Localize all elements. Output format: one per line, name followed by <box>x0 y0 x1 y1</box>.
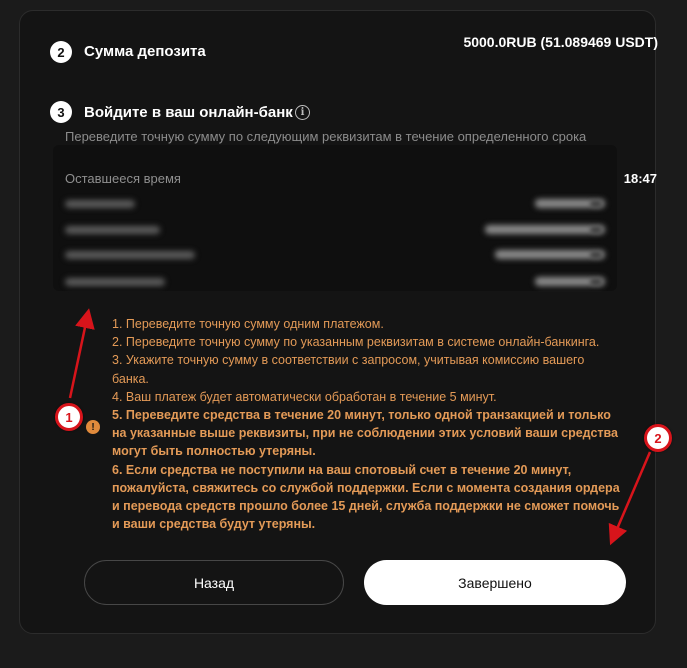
instruction-item: 1. Переведите точную сумму одним платежом. <box>112 317 384 331</box>
instruction-item-warning: 6. Если средства не поступили на ваш спотовый счет в течение 20 минут, пожалуйста, свяжитесь со службой поддержки. Если с момента создания ордера и перевода средств прошло более 15 дней, служба поддержки не сможет помочь и ваши средства будут утеряны. <box>112 462 620 532</box>
arrow-1 <box>70 318 87 398</box>
info-icon[interactable]: i <box>295 105 310 120</box>
online-bank-title: Войдите в ваш онлайн-банк <box>84 104 293 121</box>
arrow-2 <box>614 452 650 536</box>
step-2-number: 2 <box>50 41 72 63</box>
back-button[interactable]: Назад <box>84 560 344 605</box>
remaining-time-value: 18:47 <box>623 171 657 186</box>
online-bank-subtitle: Переведите точную сумму по следующим реквизитам в течение определенного срока <box>65 129 587 144</box>
remaining-time-label: Оставшееся время <box>65 171 181 186</box>
instruction-item: 2. Переведите точную сумму по указанным реквизитам в системе онлайн-банкинга. <box>112 335 600 350</box>
deposit-amount-value: 5000.0RUB (51.089469 USDT) <box>463 34 658 50</box>
annotation-marker-1: 1 <box>55 403 83 431</box>
step-3-number: 3 <box>50 101 72 123</box>
instruction-item: 3. Укажите точную сумму в соответствии с запросом, учитывая комиссию вашего банка. <box>112 353 585 386</box>
instruction-item: 4. Ваш платеж будет автоматически обработан в течение 5 минут. <box>112 389 497 404</box>
warning-icon: ! <box>86 420 100 434</box>
complete-button[interactable]: Завершено <box>364 560 626 605</box>
instruction-item-warning: 5. Переведите средства в течение 20 минут, только одной транзакцией и только на указанные выше реквизиты, при не соблюдении этих условий ваши средства могут быть полностью утеряны. <box>112 408 618 459</box>
deposit-amount-title: Сумма депозита <box>84 43 206 60</box>
annotation-marker-2: 2 <box>644 424 672 452</box>
